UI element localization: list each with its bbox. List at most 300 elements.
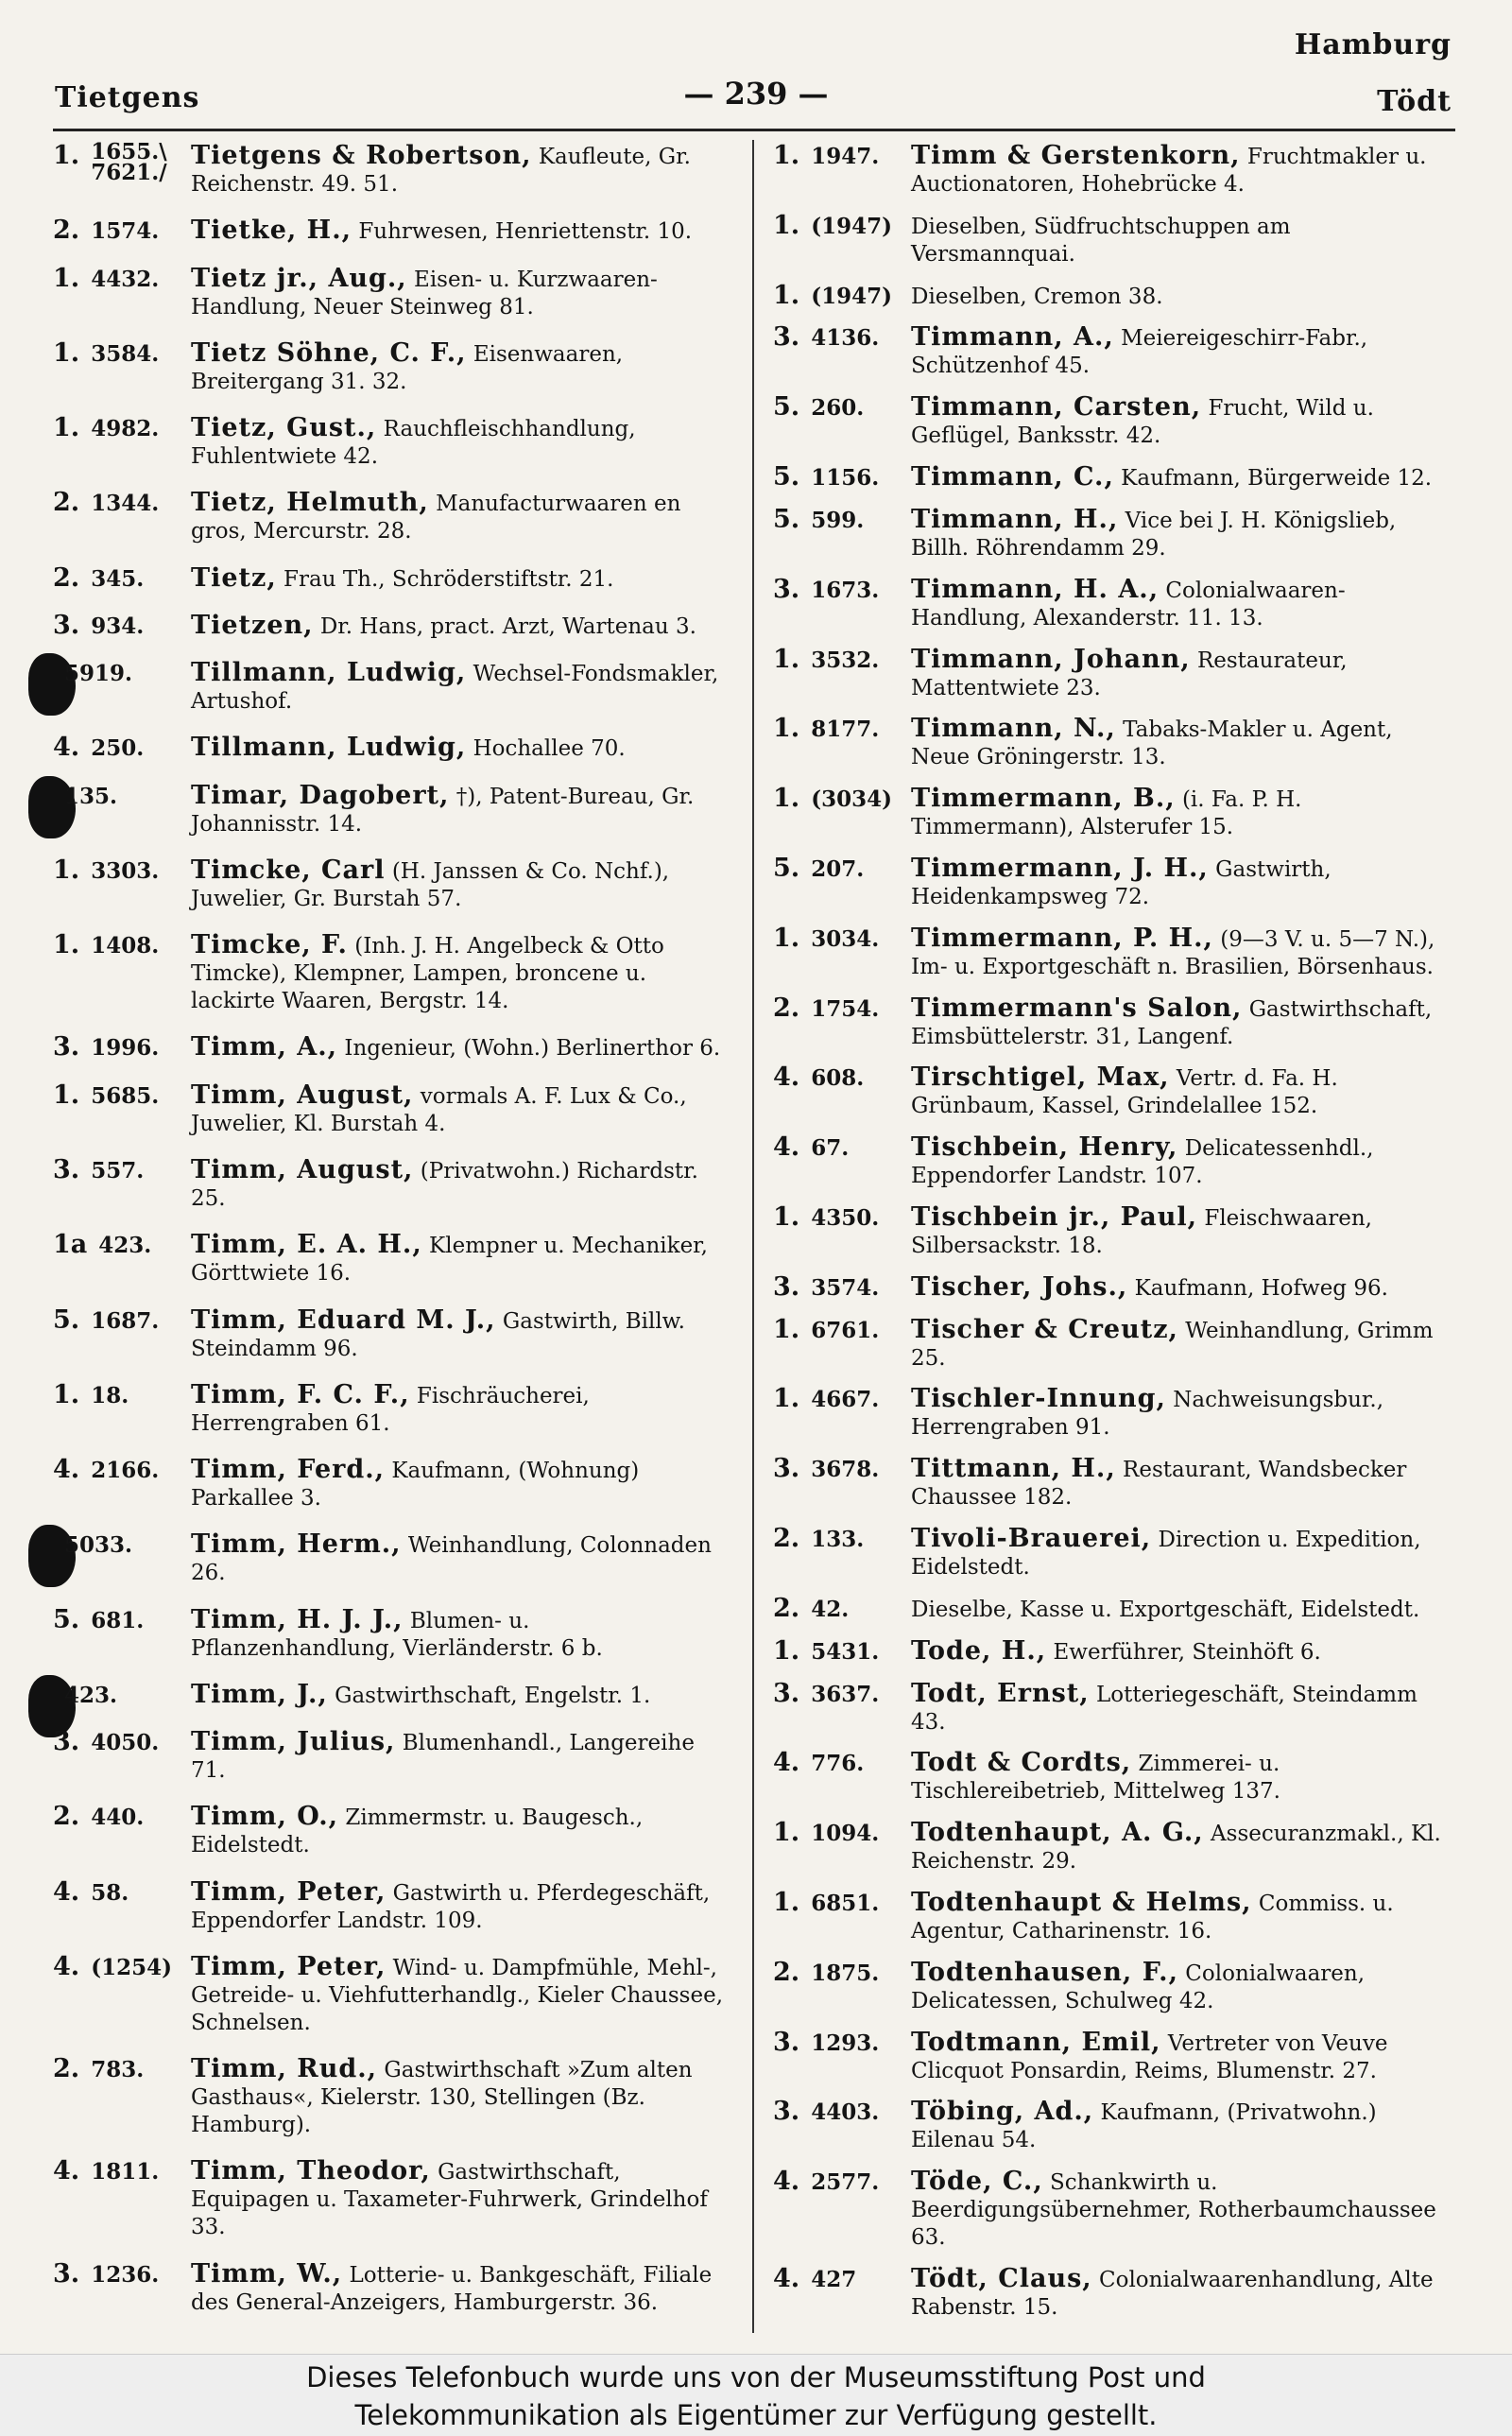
subscriber-name: Timm, Rud., [191,2054,378,2084]
directory-entry [773,282,1453,311]
phone-number: 1754. [811,995,880,1022]
subscriber-name: Tischer, Johs., [911,1271,1128,1302]
entry-text [191,1728,731,1785]
directory-entry [773,1203,1453,1260]
phone-number: 3034. [811,925,880,952]
entry-text [911,994,1453,1051]
phone-number: 5685. [91,1082,160,1109]
subscriber-details: Colonialwaaren-Handlung, Alexanderstr. 11. 13. [911,578,1346,631]
exchange-number: 3. [53,1154,80,1184]
exchange-number: 1. [53,413,80,443]
entry-text [911,506,1453,562]
entry-text [191,1530,731,1587]
directory-entry [53,931,731,1015]
phone-number: 1156. [811,465,880,492]
exchange-number: 3. [773,1271,800,1302]
entry-text [911,646,1453,702]
column-divider [752,140,754,2333]
exchange-number: 1. [53,1080,80,1110]
entry-phone [773,1385,879,1414]
entry-phone [773,1203,879,1233]
subscriber-details: Assecuranzmakl., Kl. Reichenstr. 29. [911,1822,1441,1875]
entry-text [911,1203,1453,1260]
entry-phone [53,1081,159,1111]
subscriber-name: Todt & Cordts, [911,1748,1132,1778]
phone-number: 783. [91,2057,145,2083]
entry-text [911,1595,1453,1624]
directory-entry [53,2260,731,2317]
directory-entry [773,1063,1453,1120]
subscriber-details: Gastwirthschaft, Engelstr. 1. [335,1683,651,1708]
subscriber-details: Klempner u. Mechaniker, Görttwiete 16. [191,1234,708,1287]
directory-entry [53,1878,731,1935]
directory-entry [53,1081,731,1138]
subscriber-details: Fleischwaaren, Silbersackstr. 18. [911,1206,1372,1258]
entry-phone [773,393,864,423]
subscriber-name: Timm, Eduard M. J., [191,1304,496,1335]
subscriber-name: Timm, Peter, [191,1876,387,1907]
exchange-number: 1. [773,784,800,814]
entry-phone [53,1456,159,1485]
subscriber-details: Dieselben, Cremon 38. [911,284,1163,309]
entry-phone [773,1455,879,1484]
exchange-number: 1. [773,210,800,240]
exchange-number: 5. [773,392,800,423]
entry-text [911,282,1453,311]
directory-entry [773,393,1453,450]
exchange-number: 4. [53,1455,80,1485]
phone-number: 1236. [91,2261,160,2288]
subscriber-name: Todtenhausen, F., [911,1957,1178,1987]
entry-text [911,2029,1453,2085]
entry-phone [53,339,159,369]
entry-text [191,142,731,199]
subscriber-name: Timmermann, P. H., [911,923,1213,953]
footer-line-1: Dieses Telefonbuch wurde uns von der Museumsstiftung Post und [306,2361,1206,2393]
phone-number: 58. [91,1879,129,1906]
directory-entry [773,1316,1453,1373]
entry-phone [53,1381,129,1410]
directory-entry [773,924,1453,981]
exchange-number: 1. [773,923,800,953]
directory-entry [53,612,731,641]
subscriber-details: Eisen- u. Kurzwaaren-Handlung, Neuer Steinweg 81. [191,267,658,320]
header-first-entry: Tietgens [55,81,200,114]
exchange-number: 1. [53,930,80,960]
exchange-number: 4. [773,1063,800,1093]
exchange-number: 1. [773,644,800,674]
phone-number: (1947) [811,283,892,309]
entry-phone [773,1273,879,1303]
phone-number: 557. [91,1157,145,1183]
exchange-number: 3. [773,2097,800,2127]
phone-number: 3532. [811,647,880,673]
exchange-number: 4. [773,2264,800,2293]
directory-entry [53,1306,731,1363]
subscriber-name: Tietke, H., [191,216,352,246]
phone-number: 2577. [811,2169,880,2196]
subscriber-details: Gastwirthschaft, Eimsbüttelerstr. 31, Langenf. [911,996,1433,1049]
entry-phone [773,855,864,884]
subscriber-details: (Privatwohn.) Richardstr. 25. [191,1158,698,1211]
subscriber-details: Weinhandlung, Grimm 25. [911,1318,1434,1371]
entry-phone [53,414,159,443]
entry-text [191,1803,731,1859]
subscriber-name: Tietz Söhne, C. F., [191,337,467,368]
entry-text [911,785,1453,841]
subscriber-name: Todt, Ernst, [911,1678,1090,1708]
directory-entry [773,576,1453,632]
exchange-number: 3. [53,1032,80,1063]
directory-entry [773,1819,1453,1875]
subscriber-details: Tabaks-Makler u. Agent, Neue Gröningerstr. 13. [911,717,1393,770]
entry-text [911,1749,1453,1805]
directory-entry [53,1606,731,1663]
entry-phone [53,1803,144,1832]
subscriber-details: Zimmerei- u. Tischlereibetrieb, Mittelweg 137. [911,1752,1280,1805]
exchange-number: 2. [53,2054,80,2084]
phone-number: 1811. [91,2159,160,2185]
entry-text [191,659,731,716]
subscriber-name: Tietz, Gust., [191,413,377,443]
subscriber-details: Vertreter von Veuve Clicquot Ponsardin, Reims, Blumenstr. 27. [911,2030,1388,2083]
directory-entry [773,2029,1453,2085]
subscriber-details: (9—3 V. u. 5—7 N.), Im- u. Exportgeschäft n. Brasilien, Börsenhaus. [911,926,1435,979]
phone-number: 5919. [64,661,133,687]
subscriber-details: Weinhandlung, Colonnaden 26. [191,1533,712,1586]
subscriber-name: Timm, Peter, [191,1951,387,1981]
subscriber-details: Fuhrwesen, Henriettenstr. 10. [358,219,693,245]
entry-phone [53,1606,144,1635]
exchange-number: 2. [773,1524,800,1554]
directory-entry [773,1749,1453,1805]
subscriber-details: †), Patent-Bureau, Gr. Johannisstr. 14. [191,784,695,837]
exchange-number: 1a [53,1230,88,1260]
subscriber-details: Blumen- u. Pflanzenhandlung, Vierländerstr. 6 b. [191,1608,603,1661]
subscriber-details: Zimmermstr. u. Baugesch., Eidelstedt. [191,1805,644,1858]
phone-number: (1254) [91,1954,172,1980]
exchange-number: 1. [53,263,80,293]
exchange-number: 1. [53,855,80,885]
directory-entry [773,715,1453,771]
directory-entry [53,2055,731,2139]
subscriber-details: (Inh. J. H. Angelbeck & Otto Timcke), Klempner, Lampen, broncene u. lackirte Waaren, Bergstr. 14. [191,934,664,1014]
exchange-number: 1. [53,141,80,170]
subscriber-details: (H. Janssen & Co. Nchf.), Juwelier, Gr. Burstah 57. [191,858,670,911]
subscriber-name: Timmann, H., [911,504,1119,534]
phone-number: 4050. [91,1730,160,1756]
directory-entry [53,2157,731,2241]
subscriber-details: Kaufmann, Bürgerweide 12. [1121,466,1433,492]
entry-text [191,1033,731,1063]
subscriber-name: Tischer & Creutz, [911,1314,1178,1344]
exchange-number: 4. [773,1132,800,1163]
entry-text [191,1681,731,1710]
header-city: Hamburg [1294,28,1452,61]
entry-phone [53,612,144,641]
subscriber-name: Timcke, Carl [191,855,386,885]
phone-number: 5431. [811,1638,880,1665]
entry-phone [53,2157,159,2186]
entry-text [191,216,731,246]
phone-number: 4136. [811,325,880,352]
entry-phone [53,1530,132,1560]
archive-footer [0,2354,1512,2436]
directory-entry [773,855,1453,911]
phone-number: 423. [64,1682,118,1708]
entry-text [911,393,1453,450]
phone-number: 133. [811,1527,865,1553]
entry-phone [53,1156,144,1185]
phone-number: 42. [811,1596,850,1622]
header-rule [53,129,1455,131]
phone-number: 599. [811,507,865,533]
subscriber-name: Timm, Theodor, [191,2156,431,2186]
entry-phone [773,1525,864,1554]
directory-entry [773,323,1453,380]
directory-entry [53,1456,731,1512]
directory-entry [773,1385,1453,1442]
subscriber-details: Direction u. Expedition, Eidelstedt. [911,1528,1421,1581]
entry-text [911,1637,1453,1667]
directory-entry [53,1953,731,2037]
subscriber-name: Todtenhaupt, A. G., [911,1818,1204,1848]
entry-phone [773,323,879,353]
subscriber-details: Vice bei J. H. Königslieb, Billh. Röhrendamm 29. [911,508,1397,561]
subscriber-name: Timm, Julius, [191,1727,396,1757]
entry-text [911,1889,1453,1945]
phone-number: 1947. [811,144,880,169]
phone-number: 1687. [91,1307,160,1334]
subscriber-name: Timm, H. J. J., [191,1604,404,1634]
subscriber-name: Timm, Herm., [191,1529,402,1560]
subscriber-name: Timm, Ferd., [191,1455,386,1485]
subscriber-details: Eisenwaaren, Breitergang 31. 32. [191,341,624,394]
subscriber-name: Timar, Dagobert, [191,780,450,810]
directory-entry [773,1889,1453,1945]
entry-text [191,734,731,763]
entry-phone [773,646,879,675]
entry-phone [53,1728,159,1757]
exchange-number: 3. [773,2027,800,2057]
entry-text [191,339,731,396]
page-number: — 239 — [683,76,829,112]
entry-phone [773,1595,849,1624]
exchange-number: 2. [773,993,800,1023]
entry-text [191,1878,731,1935]
subscriber-details: Kaufmann, Hofweg 96. [1134,1275,1388,1301]
directory-entry [53,734,731,763]
phone-number: 2166. [91,1458,160,1484]
entry-text [191,856,731,913]
subscriber-name: Timmermann, B., [911,784,1176,814]
header-last-entry: Tödt [1377,85,1452,118]
directory-entry [773,463,1453,492]
subscriber-name: Töbing, Ad., [911,2097,1094,2127]
directory-entry [773,2265,1453,2322]
directory-entry [773,1680,1453,1736]
directory-entry [53,216,731,246]
phone-number: 1094. [811,1821,880,1847]
exchange-number: 1. [773,1635,800,1666]
subscriber-details: Fischräucherei, Herrengraben 61. [191,1383,590,1436]
subscriber-name: Timm, August, [191,1154,414,1184]
entry-text [911,212,1453,268]
exchange-number: 1. [773,714,800,744]
subscriber-name: Timm, O., [191,1802,339,1832]
entry-phone [773,282,892,311]
subscriber-details: Blumenhandl., Langereihe 71. [191,1731,695,1784]
subscriber-name: Timmann, H. A., [911,574,1160,604]
exchange-number: 2. [53,216,80,246]
directory-entry [773,1273,1453,1303]
exchange-number: 2. [773,1593,800,1623]
subscriber-name: Tirschtigel, Max, [911,1063,1170,1093]
entry-text [911,1316,1453,1373]
subscriber-name: Tietz, Helmuth, [191,488,429,518]
phone-number: 18. [91,1382,129,1408]
phone-number: 427 [811,2267,857,2292]
subscriber-name: Tivoli-Brauerei, [911,1524,1152,1554]
subscriber-details: Restaurateur, Mattentwiete 23. [911,648,1348,700]
subscriber-details: Ingenieur, (Wohn.) Berlinerthor 6. [344,1036,721,1062]
subscriber-name: Timm, F. C. F., [191,1379,410,1409]
directory-entry [53,1033,731,1063]
entry-phone [773,1889,879,1918]
phone-number: 5033. [64,1532,133,1559]
directory-entry [53,1681,731,1710]
subscriber-name: Tode, H., [911,1635,1047,1666]
entry-phone [773,1133,849,1163]
exchange-number: 5. [773,462,800,492]
subscriber-details: Gastwirth, Billw. Steindamm 96. [191,1308,685,1361]
entry-text [191,1306,731,1363]
entry-text [911,463,1453,492]
entry-phone [773,2168,879,2197]
directory-entry [773,1595,1453,1624]
exchange-number: 4. [773,1748,800,1778]
entry-phone [53,734,144,763]
entry-text [911,1133,1453,1190]
subscriber-name: Tietgens & Robertson, [191,141,532,170]
entry-phone [773,463,879,492]
phone-number: 1996. [91,1035,160,1062]
entry-phone [773,1063,864,1093]
subscriber-details: Wechsel-Fondsmakler, Artushof. [191,662,719,715]
exchange-number: 3. [773,322,800,353]
entry-text [911,1819,1453,1875]
entry-phone [53,216,159,246]
directory-entry [773,646,1453,702]
subscriber-name: Timmann, Johann, [911,644,1191,674]
exchange-number: 3. [773,574,800,604]
exchange-number: 1. [53,337,80,368]
subscriber-details: Hochallee 70. [472,736,626,762]
entry-phone [773,142,879,171]
phone-number: 3637. [811,1681,880,1707]
exchange-number: 2. [53,562,80,593]
entry-text [911,1455,1453,1512]
directory-entry [53,489,731,545]
exchange-number: 3. [53,2258,80,2289]
entry-text [191,564,731,594]
directory-entry [773,1525,1453,1581]
entry-text [191,1381,731,1438]
subscriber-details: Dieselbe, Kasse u. Exportgeschäft, Eidelstedt. [911,1597,1420,1622]
entry-phone [773,785,892,814]
phone-number: 1875. [811,1960,880,1986]
entry-text [911,924,1453,981]
entry-phone [53,1953,172,1982]
entry-text [191,265,731,321]
phone-number: 3303. [91,857,160,884]
exchange-number: 1. [773,1384,800,1414]
entry-phone [53,1878,129,1908]
directory-entry [773,2168,1453,2252]
subscriber-name: Timm, August, [191,1080,414,1110]
directory-entry [773,2098,1453,2154]
entry-text [911,1525,1453,1581]
phone-number: 440. [91,1805,145,1831]
subscriber-name: Timm, A., [191,1032,338,1063]
subscriber-details: Dieselben, Südfruchtschuppen am Versmannquai. [911,214,1291,267]
directory-entry [53,1231,731,1287]
entry-text [191,931,731,1015]
phone-number: 6761. [811,1317,880,1343]
entry-text [191,2055,731,2139]
subscriber-details: (i. Fa. P. H. Timmermann), Alsterufer 15. [911,787,1302,840]
directory-entry [53,1728,731,1785]
directory-entry [773,1133,1453,1190]
exchange-number: 5. [53,1604,80,1634]
entry-text [911,1385,1453,1442]
subscriber-details: Kaufleute, Gr. Reichenstr. 49. 51. [191,145,691,197]
directory-entry [53,564,731,594]
entry-phone [53,931,159,960]
entry-phone [773,1680,879,1709]
entry-text [911,1273,1453,1303]
directory-entry [53,414,731,471]
entry-phone [53,2260,159,2289]
phone-number: 8177. [811,717,880,743]
directory-entry [773,142,1453,199]
subscriber-details: vormals A. F. Lux & Co., Juwelier, Kl. Burstah 4. [191,1083,687,1136]
directory-entry [53,265,731,321]
entry-text [191,1231,731,1287]
entry-text [191,2157,731,2241]
subscriber-name: Tischbein, Henry, [911,1132,1178,1163]
subscriber-details: Delicatessenhdl., Eppendorfer Landstr. 107. [911,1136,1374,1189]
entry-text [191,1456,731,1512]
phone-number: 250. [91,735,145,762]
subscriber-details: Dr. Hans, pract. Arzt, Wartenau 3. [319,613,696,639]
subscriber-name: Timmann, Carsten, [911,392,1202,423]
directory-entry [773,212,1453,268]
directory-entry [53,1530,731,1587]
exchange-number: 4. [53,733,80,763]
entry-phone [773,924,879,954]
exchange-number: 4. [53,1951,80,1981]
subscriber-name: Timm, J., [191,1679,328,1709]
directory-entry [773,1959,1453,2015]
entry-text [911,576,1453,632]
entry-phone [773,1637,879,1667]
entry-text [191,1156,731,1213]
subscriber-name: Tittmann, H., [911,1454,1116,1484]
subscriber-details: Schankwirth u. Beerdigungsübernehmer, Rotherbaumchaussee 63. [911,2170,1436,2251]
entry-text [191,612,731,641]
entry-phone [773,1316,879,1345]
